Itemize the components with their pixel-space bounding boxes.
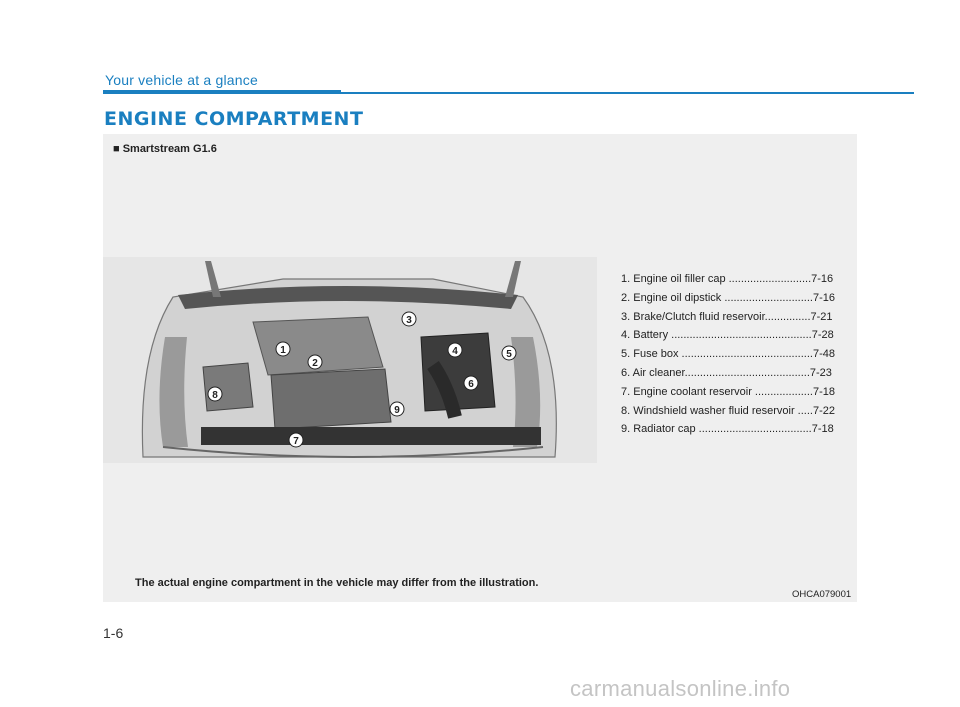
legend-item-7: 7. Engine coolant reservoir ...................7-18 bbox=[621, 385, 835, 398]
legend-item-2: 2. Engine oil dipstick .............................7-16 bbox=[621, 291, 835, 304]
callout-1 bbox=[276, 342, 290, 356]
legend-item-9: 9. Radiator cap .....................................7-18 bbox=[621, 423, 834, 436]
watermark[interactable]: carmanualsonline.info bbox=[570, 676, 791, 701]
legend-item-4: 4. Battery ..............................................7-28 bbox=[621, 329, 834, 342]
section-rule-thin bbox=[341, 92, 914, 94]
svg-text:8: 8 bbox=[212, 390, 218, 401]
figure-code: OHCA079001 bbox=[792, 589, 852, 600]
legend-item-8: 8. Windshield washer fluid reservoir .....7-22 bbox=[621, 404, 835, 417]
svg-text:4: 4 bbox=[452, 346, 458, 357]
figure-subtitle: ■ Smartstream G1.6 bbox=[113, 143, 217, 155]
page-title: ENGINE COMPARTMENT bbox=[104, 108, 364, 130]
section-label: Your vehicle at a glance bbox=[105, 72, 258, 88]
legend-item-1: 1. Engine oil filler cap ...........................7-16 bbox=[621, 273, 834, 285]
svg-text:2: 2 bbox=[312, 358, 318, 369]
legend-item-5: 5. Fuse box ...........................................7-48 bbox=[621, 348, 835, 361]
callout-8 bbox=[208, 387, 222, 401]
callout-5 bbox=[502, 346, 516, 360]
callout-7 bbox=[289, 433, 303, 447]
callout-6 bbox=[464, 376, 478, 390]
svg-text:9: 9 bbox=[394, 405, 400, 416]
svg-text:7: 7 bbox=[293, 436, 299, 447]
legend-item-6: 6. Air cleaner.........................................7-23 bbox=[621, 366, 832, 379]
svg-text:1: 1 bbox=[280, 345, 286, 356]
svg-text:6: 6 bbox=[468, 379, 474, 390]
callout-2 bbox=[308, 355, 322, 369]
callout-9 bbox=[390, 402, 404, 416]
section-rule-thick bbox=[103, 90, 341, 94]
callout-4 bbox=[448, 343, 462, 357]
svg-text:5: 5 bbox=[506, 349, 512, 360]
engine-compartment-illustration bbox=[103, 257, 597, 463]
svg-text:3: 3 bbox=[406, 315, 412, 326]
legend-item-3: 3. Brake/Clutch fluid reservoir...............7-21 bbox=[621, 310, 833, 323]
callout-3 bbox=[402, 312, 416, 326]
component-legend bbox=[621, 270, 851, 439]
page-number: 1-6 bbox=[103, 625, 124, 641]
figure-caption: The actual engine compartment in the vehicle may differ from the illustration. bbox=[135, 577, 539, 589]
